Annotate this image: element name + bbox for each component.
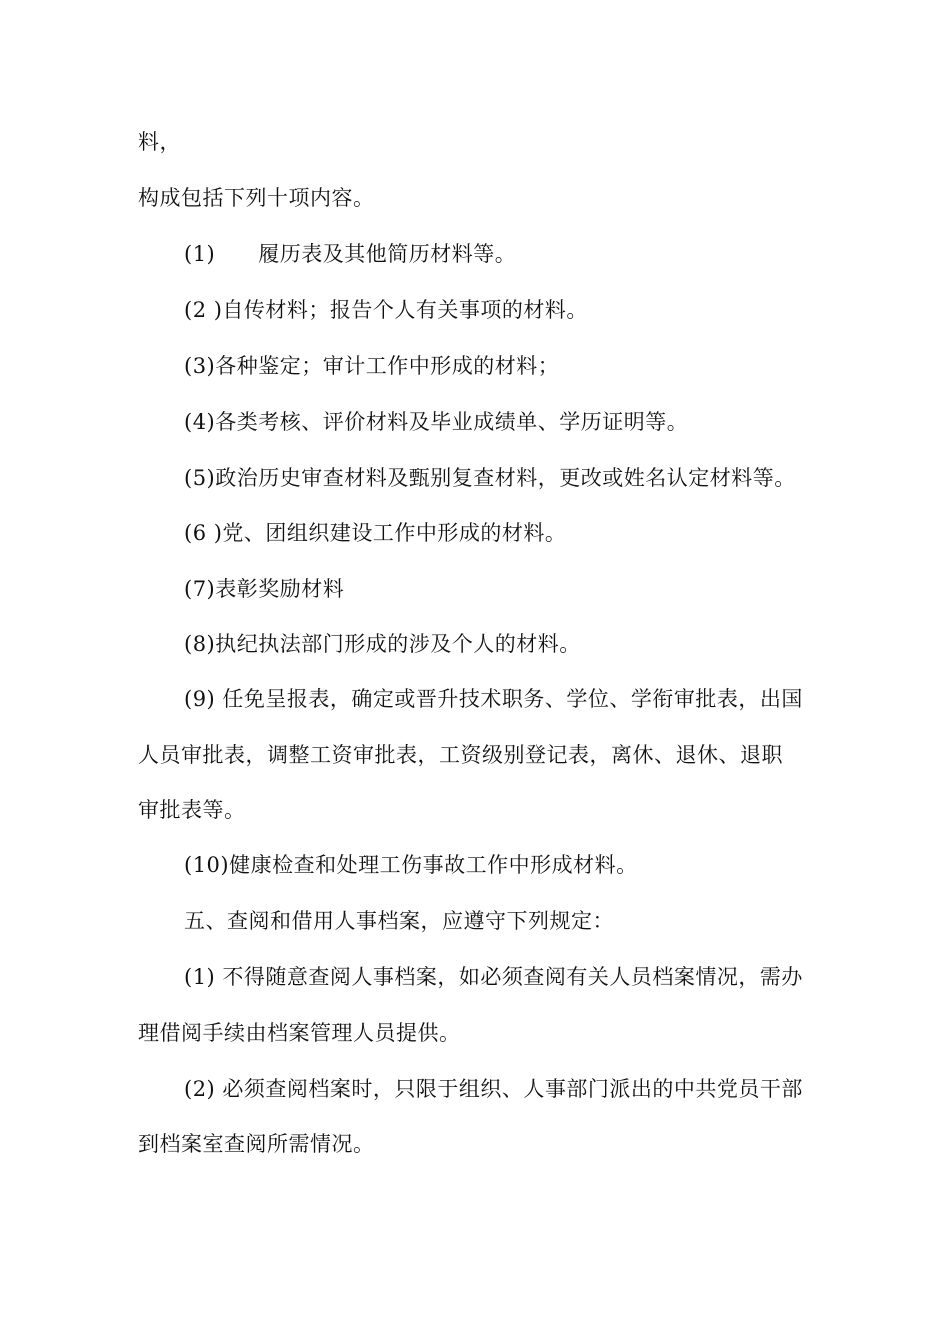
list-item: (2) 必须查阅档案时，只限于组织、人事部门派出的中共党员干部 (184, 1077, 803, 1101)
text-line: 人员审批表，调整工资审批表，工资级别登记表，离休、退休、退职 (138, 743, 783, 767)
text-line: 构成包括下列十项内容。 (138, 186, 375, 210)
list-item: (6 )党、团组织建设工作中形成的材料。 (184, 521, 567, 545)
list-item: (1) 不得随意查阅人事档案，如必须查阅有关人员档案情况，需办 (184, 965, 803, 989)
text-line: 料， (138, 130, 181, 154)
list-item: (4)各类考核、评价材料及毕业成绩单、学历证明等。 (184, 410, 689, 434)
list-item: (8)执纪执法部门形成的涉及个人的材料。 (184, 632, 581, 656)
list-item: (5)政治历史审查材料及甄别复查材料，更改或姓名认定材料等。 (184, 466, 796, 490)
list-item: (7)表彰奖励材料 (184, 577, 345, 601)
text-line: 理借阅手续由档案管理人员提供。 (138, 1021, 461, 1045)
section-heading: 五、查阅和借用人事档案，应遵守下列规定： (184, 909, 614, 933)
list-item: (3)各种鉴定；审计工作中形成的材料； (184, 354, 560, 378)
list-item: (10)健康检查和处理工伤事故工作中形成材料。 (184, 853, 638, 877)
list-item: (1) 履历表及其他简历材料等。 (184, 242, 517, 266)
text-line: 审批表等。 (138, 798, 246, 822)
list-item: (2 )自传材料；报告个人有关事项的材料。 (184, 298, 588, 322)
list-item: (9) 任免呈报表，确定或晋升技术职务、学位、学衔审批表，出国 (184, 687, 803, 711)
text-line: 到档案室查阅所需情况。 (138, 1132, 375, 1156)
